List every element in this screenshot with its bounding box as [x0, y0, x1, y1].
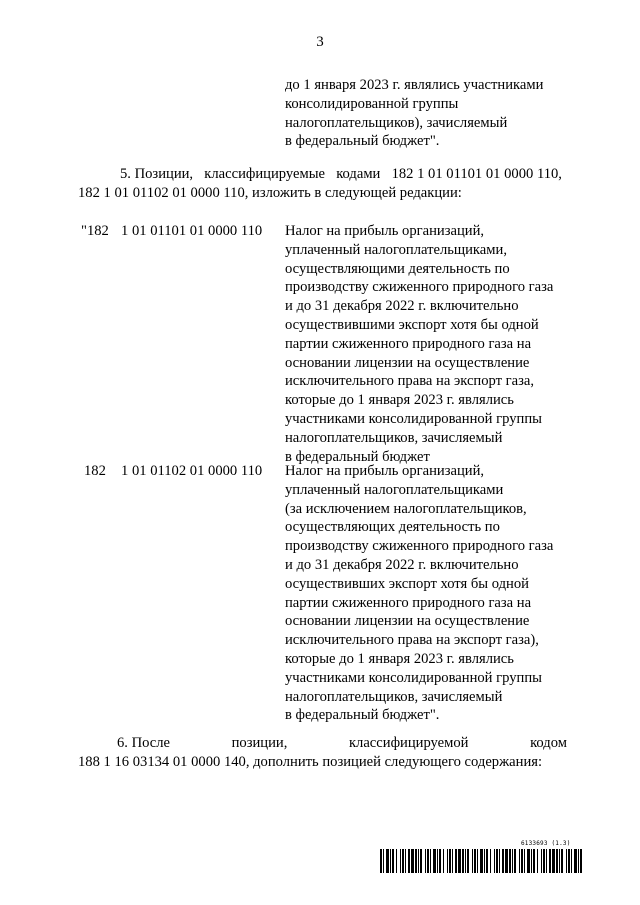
desc-line: Налог на прибыль организаций, — [285, 463, 485, 479]
item6-word: 6. После — [117, 735, 171, 751]
item5-word: кодами — [336, 166, 381, 182]
desc-line: которые до 1 января 2023 г. являлись — [285, 392, 514, 409]
intro-line: в федеральный бюджет". — [285, 133, 440, 150]
desc-line: Налог на прибыль организаций, — [285, 223, 485, 239]
desc-line: участниками консолидированной группы — [285, 669, 542, 686]
desc-line: исключительного права на экспорт газа), — [285, 632, 539, 649]
budget-code: 1 01 01102 01 0000 110 — [121, 463, 263, 479]
desc-line: осуществившими экспорт хотя бы одной — [285, 316, 539, 333]
desc-line: которые до 1 января 2023 г. являлись — [285, 650, 514, 667]
desc-line: осуществивших экспорт хотя бы одной — [285, 575, 529, 592]
desc-line: уплаченный налогоплательщиками — [285, 481, 504, 498]
desc-line: основании лицензии на осуществление — [285, 354, 530, 371]
item5-word: 182 1 01 01101 01 0000 110, — [391, 166, 562, 182]
item5-paragraph — [120, 165, 562, 184]
item6-word: классифицируемой — [348, 735, 469, 751]
desc-line: партии сжиженного природного газа на — [285, 335, 532, 352]
item6-word: позиции, — [231, 735, 288, 751]
desc-line: уплаченный налогоплательщиками, — [285, 241, 507, 258]
desc-line: участниками консолидированной группы — [285, 410, 542, 427]
desc-line: производству сжиженного природного газа — [285, 538, 554, 555]
item5-word: классифицируемые — [204, 166, 325, 182]
desc-line: осуществляющими деятельность по — [285, 260, 510, 277]
desc-line: и до 31 декабря 2022 г. включительно — [285, 556, 519, 573]
desc-line: партии сжиженного природного газа на — [285, 594, 532, 611]
item5-word: 5. Позиции, — [120, 166, 194, 182]
admin-code: "182 — [81, 223, 109, 239]
row-description — [285, 462, 553, 725]
item6-line1 — [117, 734, 567, 753]
desc-line: (за исключением налогоплательщиков, — [285, 500, 527, 517]
desc-line: и до 31 декабря 2022 г. включительно — [285, 298, 519, 315]
intro-line: консолидированной группы — [285, 95, 459, 112]
barcode-image — [380, 849, 583, 873]
item6-word: кодом — [530, 735, 567, 751]
item5-line2: 182 1 01 01102 01 0000 110, изложить в следующей редакции: — [78, 185, 462, 201]
item5-line1 — [120, 165, 562, 184]
desc-line: основании лицензии на осуществление — [285, 613, 530, 630]
admin-code: 182 — [84, 463, 106, 479]
intro-line: до 1 января 2023 г. являлись участниками — [285, 77, 544, 93]
barcode-label: 6133693 (1.3) — [521, 840, 571, 847]
desc-line: налогоплательщиков, зачисляемый — [285, 688, 503, 705]
intro-line: налогоплательщиков), зачисляемый — [285, 114, 508, 131]
desc-line: налогоплательщиков, зачисляемый — [285, 429, 503, 446]
row-description — [285, 222, 553, 466]
desc-line: осуществляющих деятельность по — [285, 519, 500, 536]
desc-line: в федеральный бюджет". — [285, 707, 440, 724]
budget-code: 1 01 01101 01 0000 110 — [121, 223, 263, 239]
desc-line: исключительного права на экспорт газа, — [285, 373, 535, 390]
desc-line: производству сжиженного природного газа — [285, 279, 554, 296]
item6-line2: 188 1 16 03134 01 0000 140, дополнить позицией следующего содержания: — [78, 754, 543, 770]
intro-text — [285, 76, 543, 151]
page-number: 3 — [316, 34, 324, 50]
desc-line: в федеральный бюджет — [285, 448, 430, 465]
